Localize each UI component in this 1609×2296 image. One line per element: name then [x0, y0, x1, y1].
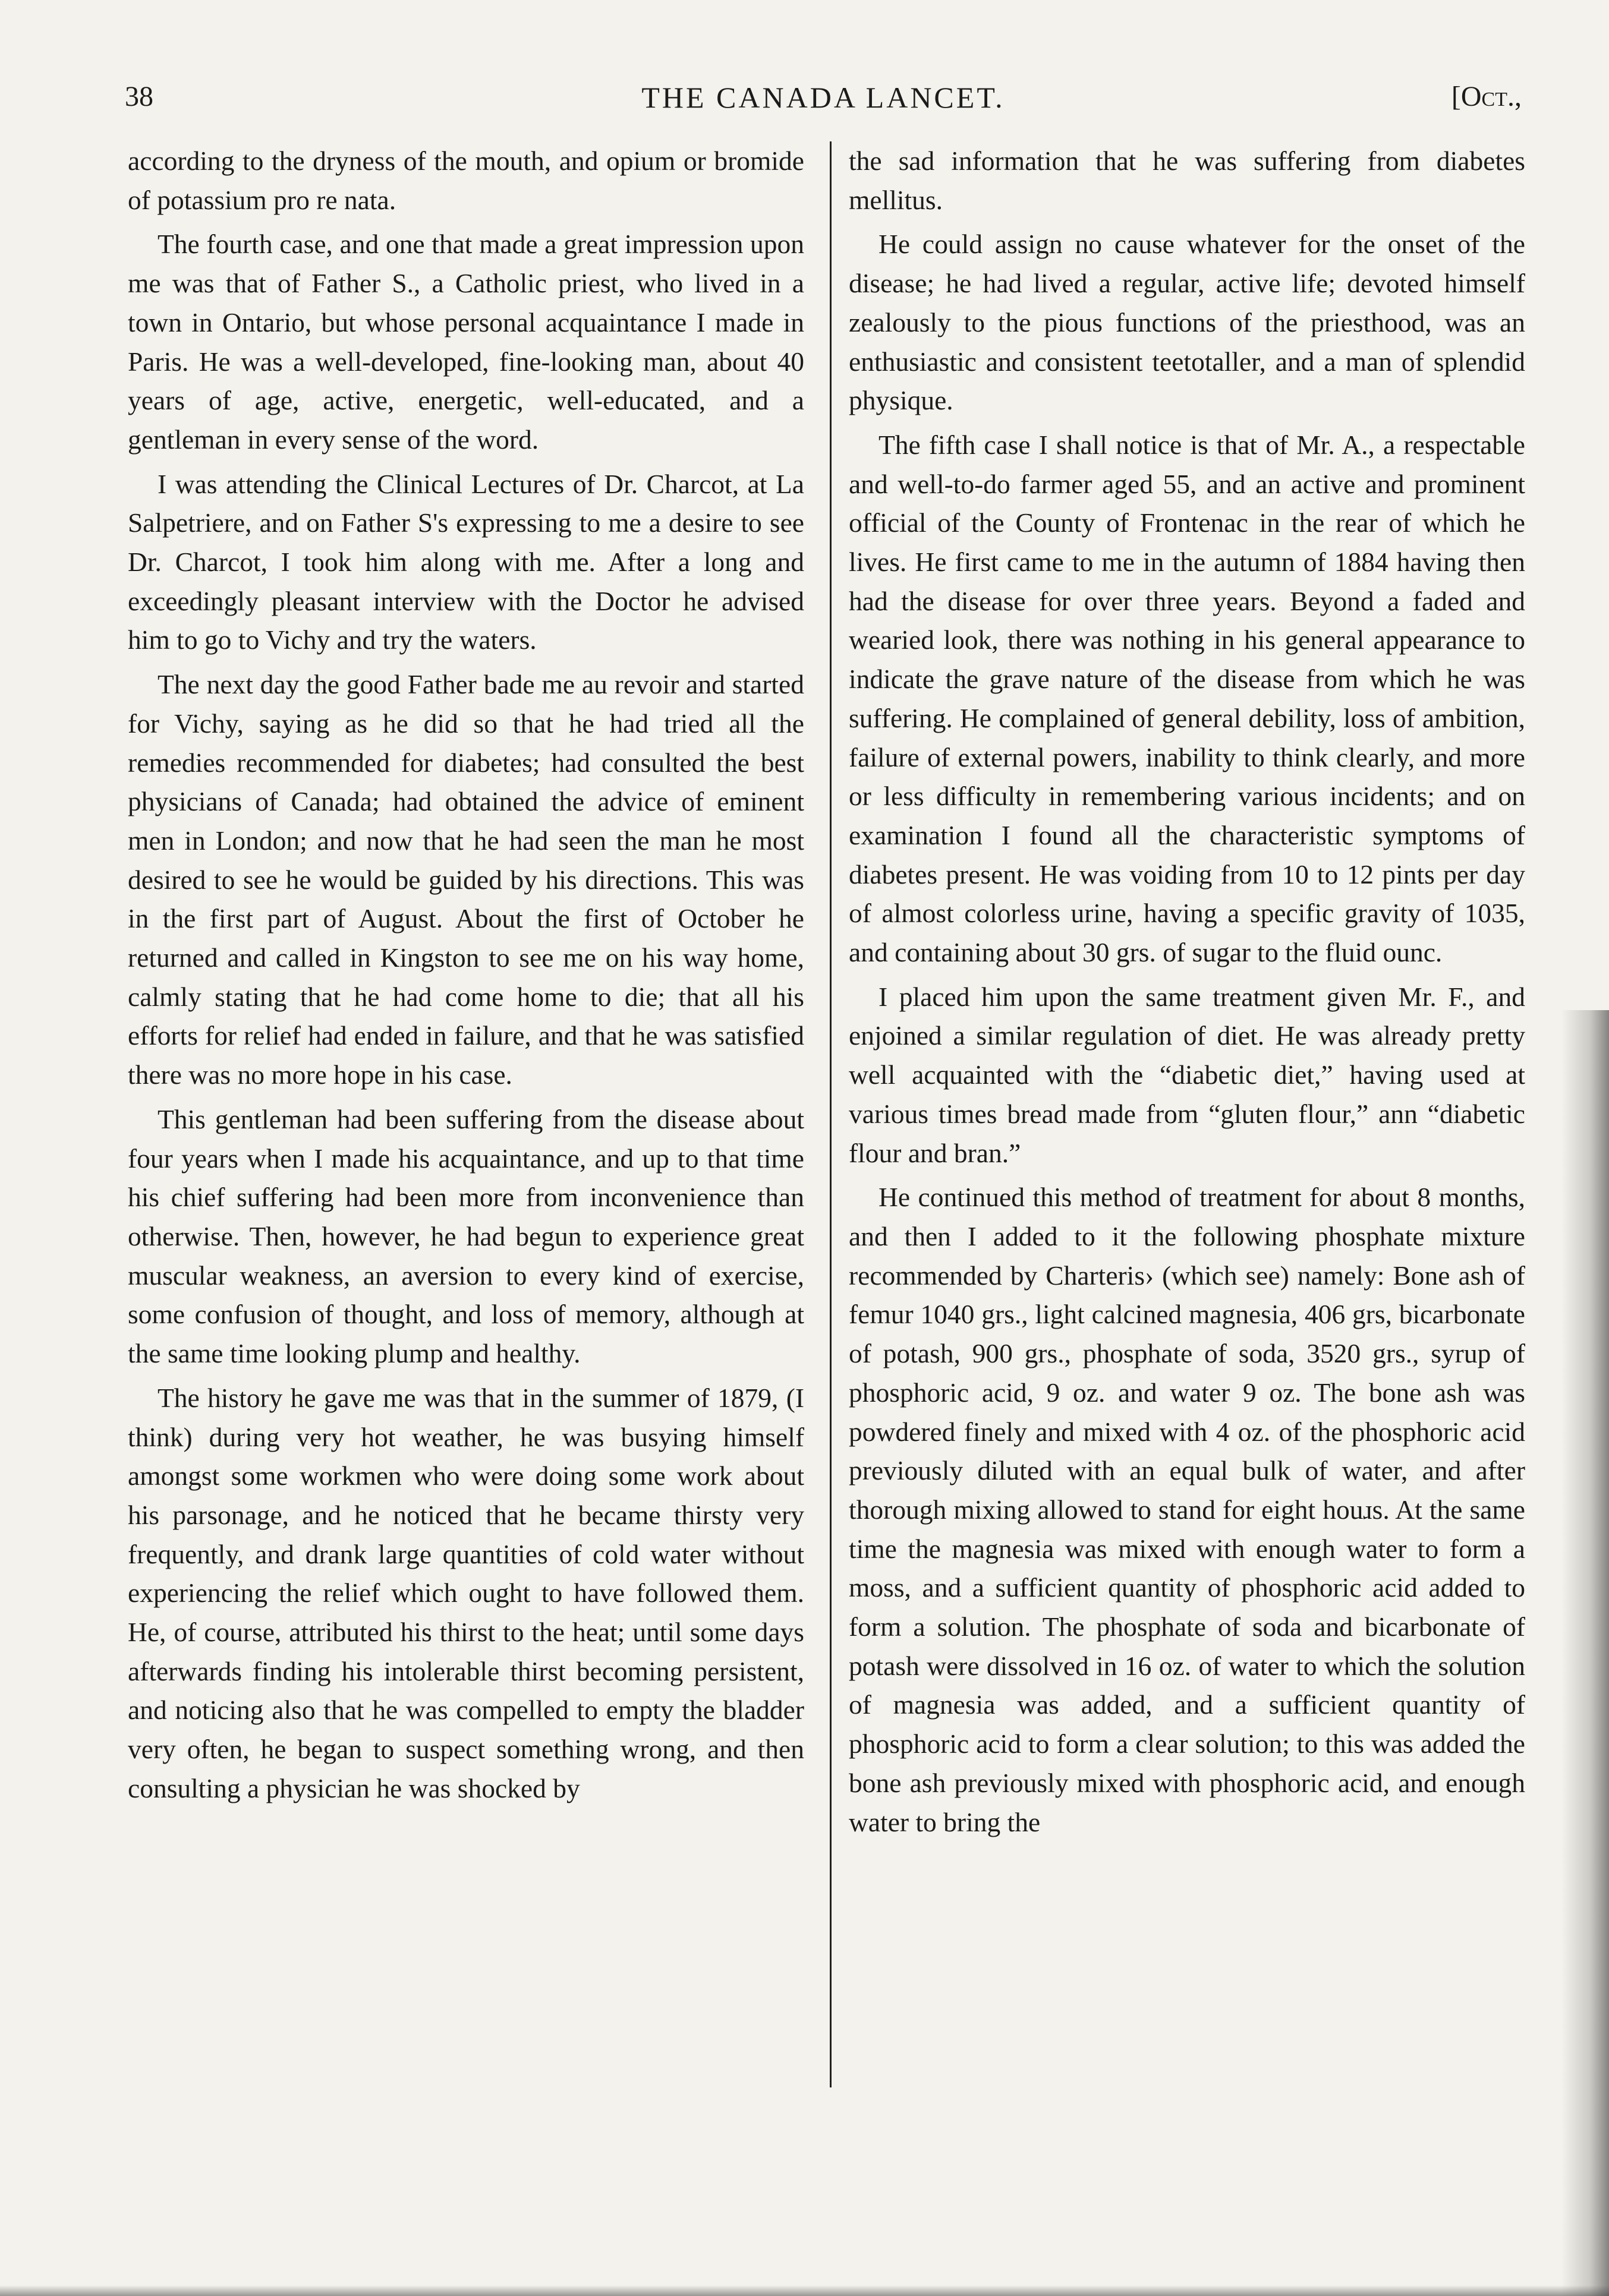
paragraph: The fourth case, and one that made a great impression upon me was that of Father S., a Catholic priest, who lived in a town in Ontario, but whose personal acquaintance I made in Paris. He was a well-developed, fine-looking man, about 40 years of age, active, energetic, well-educated, and a gentleman in every sense of the word.	[128, 229, 804, 455]
paragraph: according to the dryness of the mouth, and opium or bromide of potassium pro re nata.	[128, 146, 804, 215]
running-header	[125, 80, 1522, 128]
column-divider	[830, 141, 832, 2087]
issue-month: [Oct.,	[1451, 81, 1522, 112]
paragraph: I was attending the Clinical Lectures of Dr. Charcot, at La Salpetriere, and on Father S's expressing to me a desire to see Dr. Charcot, I took him along with me. After a long and exceedingly pleasant interview with the Doctor he advised him to go to Vichy and try the waters.	[128, 468, 804, 655]
paragraph: The next day the good Father bade me au revoir and started for Vichy, saying as he did so that he had tried all the remedies recommended for diabetes; had consulted the best physicians of Canada; had obtained the advice of eminent men in London; and now that he had seen the man he most desired to see he would be guided by his directions. This was in the first part of August. About the first of October he returned and called in Kingston to see me on his way home, calmly stating that he had come home to die; that all his efforts for relief had ended in failure, and that he was satisfied there was no more hope in his case.	[128, 669, 804, 1090]
paragraph: He could assign no cause whatever for the onset of the disease; he had lived a regular, active life; devoted himself zealously to the pious functions of the priesthood, was an enthusiastic and consistent teetotaller, and a man of splendid physique.	[849, 229, 1525, 416]
paragraph: The history he gave me was that in the summer of 1879, (I think) during very hot weather, he was busying himself amongst some workmen who were doing some work about his parsonage, and he noticed that he became thirsty very frequently, and drank large quantities of cold water without experiencing the relief which ought to have followed them. He, of course, attributed his thirst to the heat; until some days afterwards finding his intolerable thirst becoming persistent, and noticing also that he was compelled to empty the bladder very often, he began to suspect something wrong, and then consulting a physician he was shocked by	[128, 1382, 804, 1803]
paragraph: He continued this method of treatment for about 8 months, and then I added to it the following phosphate mixture recommended by Charteris› (which see) namely: Bone ash of femur 1040 grs., light calcined magnesia, 406 grs, bicarbonate of potash, 900 grs., phosphate of soda, 3520 grs., syrup of phosphoric acid, 9 oz. and water 9 oz. The bone ash was powdered finely and mixed with 4 oz. of the phosphoric acid previously diluted with an equal bulk of water, and after thorough mixing allowed to stand for eight houɹs. At the same time the magnesia was mixed with enough water to form a moss, and a sufficient quantity of phosphoric acid added to form a solution. The phosphate of soda and bicarbonate of potash were dissolved in 16 oz. of water to which the solution of magnesia was added, and a sufficient quantity of phosphoric acid to form a clear solution; to this was added the bone ash previously mixed with phosphoric acid, and enough water to bring the	[849, 1182, 1525, 1837]
page-number: 38	[125, 81, 153, 112]
scan-edge-shadow	[1561, 1010, 1609, 2296]
journal-title: THE CANADA LANCET.	[641, 81, 1005, 114]
paragraph: The fifth case I shall notice is that of Mr. A., a respectable and well-to-do farmer aged 55, and an active and prominent official of the County of Frontenac in the rear of which he lives. He first came to me in the autumn of 1884 having then had the disease for over three years. Beyond a faded and wearied look, there was nothing in his general appearance to indicate the grave nature of the disease from which he was suffering. He complained of general debility, loss of ambition, failure of external powers, inability to think clearly, and more or less difficulty in remembering various incidents; and on examination I found all the characteristic symptoms of diabetes present. He was voiding from 10 to 12 pints per day of almost colorless urine, having a specific gravity of 1035, and containing about 30 grs. of sugar to the fluid ounc.	[849, 429, 1525, 968]
paragraph: This gentleman had been suffering from the disease about four years when I made his acquaintance, and up to that time his chief suffering had been more from inconvenience than otherwise. Then, however, he had begun to experience great muscular weakness, an aversion to every kind of exercise, some confusion of thought, and loss of memory, although at the same time looking plump and healthy.	[128, 1103, 804, 1369]
right-column	[849, 141, 1525, 1841]
paragraph: the sad information that he was suffering from diabetes mellitus.	[849, 146, 1525, 215]
scan-bottom-edge	[0, 2285, 1609, 2296]
left-column	[128, 141, 804, 1808]
paragraph: I placed him upon the same treatment given Mr. F., and enjoined a similar regulation of diet. He was already pretty well acquainted with the “diabetic diet,” having used at various times bread made from “gluten flour,” ann “diabetic flour and bran.”	[849, 981, 1525, 1168]
